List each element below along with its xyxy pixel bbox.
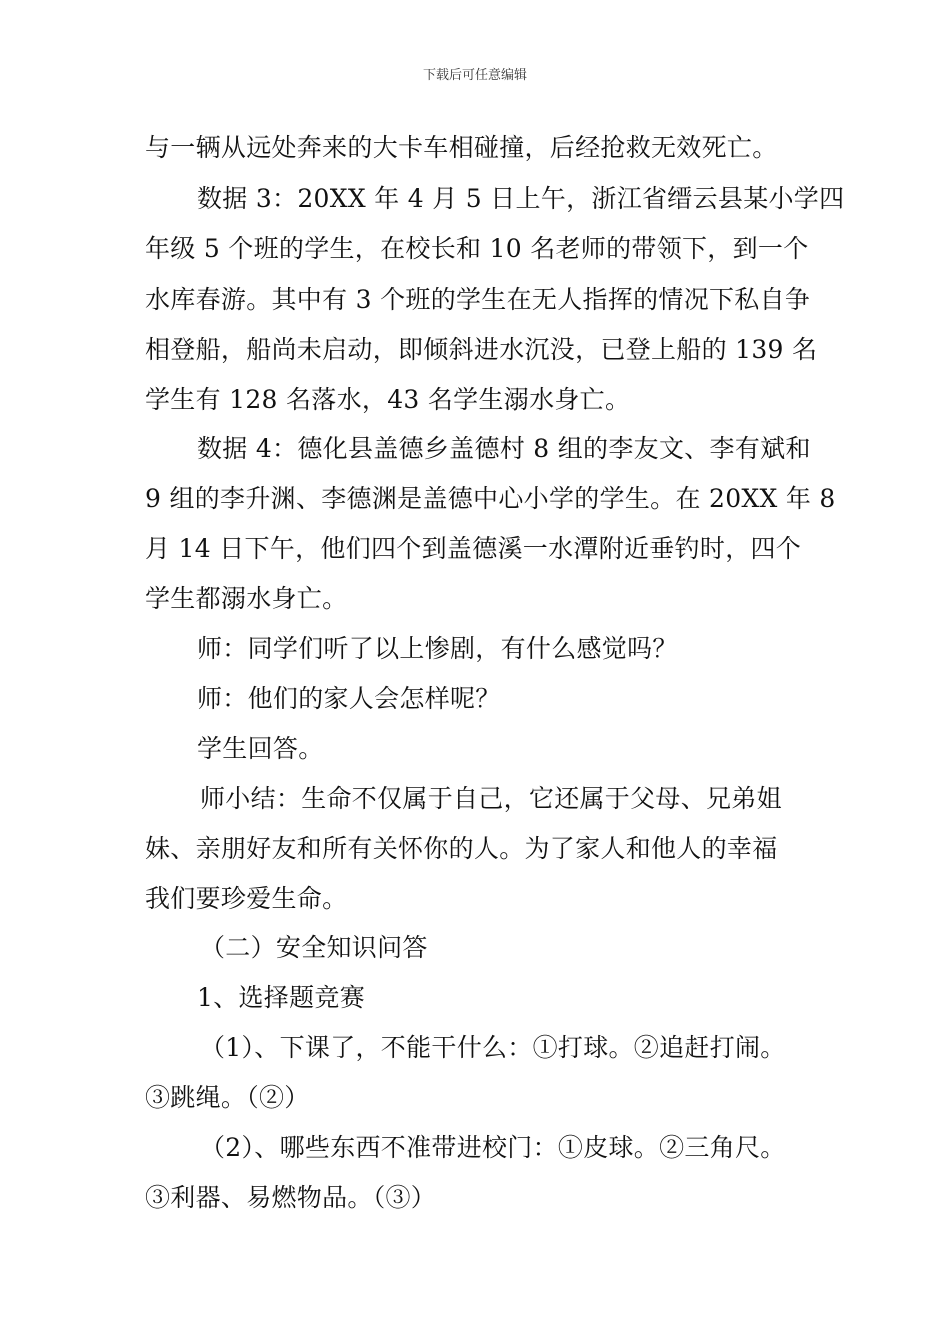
text-line: 妹、亲朋好友和所有关怀你的人。为了家人和他人的幸福 <box>145 834 778 863</box>
text-line: 年级 5 个班的学生，在校长和 10 名老师的带领下，到一个 <box>145 234 809 263</box>
text-line: 师：同学们听了以上惨剧，有什么感觉吗？ <box>197 634 678 663</box>
page-header: 下载后可任意编辑 <box>422 68 527 83</box>
question-line: ③利器、易燃物品。（③） <box>145 1183 437 1212</box>
question-line: （2）、哪些东西不准带进校门：①皮球。②三角尺。 <box>200 1133 786 1162</box>
text-line: 师小结：生命不仅属于自己，它还属于父母、兄弟姐 <box>200 784 782 813</box>
text-line: 与一辆从远处奔来的大卡车相碰撞，后经抢救无效死亡。 <box>145 133 778 162</box>
text-line: 相登船，船尚未启动，即倾斜进水沉没，已登上船的 139 名 <box>145 335 818 364</box>
text-line: 学生都溺水身亡。 <box>145 584 348 613</box>
text-line: 学生有 128 名落水，43 名学生溺水身亡。 <box>145 385 631 414</box>
text-line: 数据 4：德化县盖德乡盖德村 8 组的李友文、李有斌和 <box>197 434 811 463</box>
text-line: 我们要珍爱生命。 <box>145 884 348 913</box>
subsection-heading: 1、选择题竞赛 <box>197 983 366 1012</box>
question-line: ③跳绳。（②） <box>145 1083 310 1112</box>
text-line: 数据 3：20XX 年 4 月 5 日上午，浙江省缙云县某小学四 <box>197 184 845 213</box>
section-heading: （二）安全知识问答 <box>200 933 428 962</box>
text-line: 师：他们的家人会怎样呢？ <box>197 684 501 713</box>
text-line: 学生回答。 <box>197 734 324 763</box>
text-line: 9 组的李升渊、李德渊是盖德中心小学的学生。在 20XX 年 8 <box>145 484 836 513</box>
text-line: 水库春游。其中有 3 个班的学生在无人指挥的情况下私自争 <box>145 285 811 314</box>
text-line: 月 14 日下午，他们四个到盖德溪一水潭附近垂钓时，四个 <box>145 534 802 563</box>
question-line: （1）、下课了，不能干什么：①打球。②追赶打闹。 <box>200 1033 786 1062</box>
